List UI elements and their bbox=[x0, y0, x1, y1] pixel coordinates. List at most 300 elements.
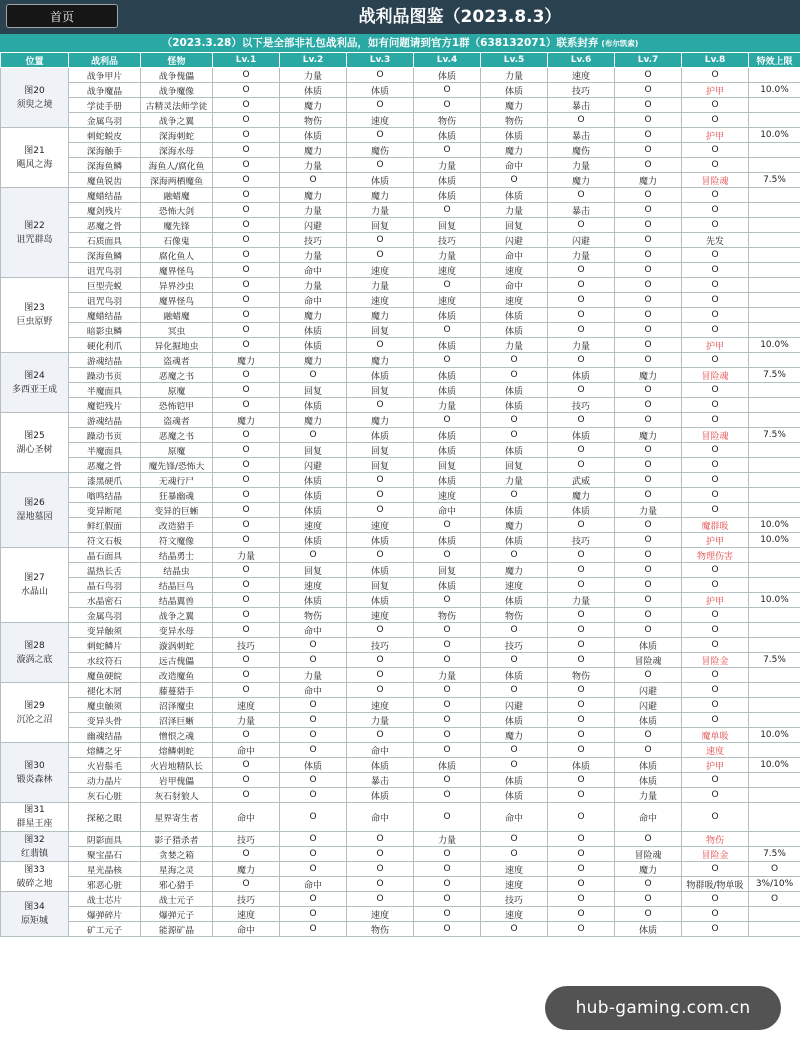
loot-name-cell: 游魂结晶 bbox=[69, 413, 141, 428]
stat-cell: 体质 bbox=[280, 83, 347, 98]
stat-cell: O bbox=[414, 683, 481, 698]
stat-cell: O bbox=[280, 907, 347, 922]
monster-name-cell: 盗魂者 bbox=[141, 413, 213, 428]
loot-name-cell: 爆弹碎片 bbox=[69, 907, 141, 922]
table-row bbox=[1, 533, 800, 548]
stat-cell: O bbox=[548, 847, 615, 862]
loot-name-cell: 恶魔之骨 bbox=[69, 218, 141, 233]
stat-cell: O bbox=[548, 443, 615, 458]
stat-cell: 体质 bbox=[481, 443, 548, 458]
stat-cell: O bbox=[213, 143, 280, 158]
effect-cap-cell bbox=[749, 563, 800, 578]
effect-cap-cell bbox=[749, 668, 800, 683]
stat-cell: 速度 bbox=[213, 907, 280, 922]
monster-name-cell: 魔先锋 bbox=[141, 218, 213, 233]
stat-cell: O bbox=[682, 68, 749, 83]
stat-cell: O bbox=[213, 788, 280, 803]
stat-cell: O bbox=[213, 773, 280, 788]
stat-cell: O bbox=[682, 638, 749, 653]
stat-cell: 命中 bbox=[414, 503, 481, 518]
loot-name-cell: 褪化木屑 bbox=[69, 683, 141, 698]
stat-cell: 闪避 bbox=[481, 698, 548, 713]
stat-cell: 物伤 bbox=[414, 608, 481, 623]
stat-cell: O bbox=[414, 203, 481, 218]
stat-cell: 体质 bbox=[280, 593, 347, 608]
effect-cap-cell bbox=[749, 143, 800, 158]
stat-cell: O bbox=[280, 803, 347, 832]
monster-name-cell: 冥虫 bbox=[141, 323, 213, 338]
table-row bbox=[1, 578, 800, 593]
stat-cell: O bbox=[280, 728, 347, 743]
stat-cell: 魔力 bbox=[213, 862, 280, 877]
stat-cell: O bbox=[414, 862, 481, 877]
monster-name-cell: 石像鬼 bbox=[141, 233, 213, 248]
stat-cell: O bbox=[280, 653, 347, 668]
stat-cell: 回复 bbox=[347, 443, 414, 458]
loot-name-cell: 邪恶心脏 bbox=[69, 877, 141, 892]
monster-name-cell: 战争魔像 bbox=[141, 83, 213, 98]
effect-cap-cell: O bbox=[749, 862, 800, 877]
stat-cell: O bbox=[615, 248, 682, 263]
stat-cell: O bbox=[548, 788, 615, 803]
stat-cell: O bbox=[615, 113, 682, 128]
stat-cell: O bbox=[615, 398, 682, 413]
effect-cap-cell bbox=[749, 68, 800, 83]
stat-cell: O bbox=[481, 922, 548, 937]
stat-cell: 回复 bbox=[414, 218, 481, 233]
stat-cell: O bbox=[213, 608, 280, 623]
stat-cell: 回复 bbox=[414, 458, 481, 473]
stat-cell: O bbox=[213, 563, 280, 578]
stat-cell: 体质 bbox=[481, 383, 548, 398]
stat-cell: 力量 bbox=[481, 338, 548, 353]
location-cell: 图22 诅咒群岛 bbox=[1, 188, 69, 278]
stat-cell: O bbox=[481, 758, 548, 773]
table-row bbox=[1, 248, 800, 263]
stat-cell: O bbox=[280, 173, 347, 188]
loot-name-cell: 晶石鸟羽 bbox=[69, 578, 141, 593]
stat-cell: 速度 bbox=[347, 907, 414, 922]
effect-cap-cell bbox=[749, 922, 800, 937]
stat-cell: O bbox=[682, 113, 749, 128]
stat-cell: O bbox=[682, 248, 749, 263]
stat-cell: O bbox=[213, 623, 280, 638]
loot-name-cell: 诅咒鸟羽 bbox=[69, 263, 141, 278]
monster-name-cell: 藤蔓猎手 bbox=[141, 683, 213, 698]
stat-cell: O bbox=[548, 922, 615, 937]
stat-cell: 力量 bbox=[548, 158, 615, 173]
stat-cell: O bbox=[347, 683, 414, 698]
stat-cell: 力量 bbox=[548, 593, 615, 608]
effect-cap-cell: 7.5% bbox=[749, 368, 800, 383]
stat-cell: 体质 bbox=[548, 758, 615, 773]
stat-cell: O bbox=[548, 832, 615, 847]
loot-name-cell: 暗影虫鳞 bbox=[69, 323, 141, 338]
stat-cell: 体质 bbox=[414, 428, 481, 443]
stat-cell: 物伤 bbox=[280, 608, 347, 623]
stat-cell: O bbox=[347, 892, 414, 907]
stat-cell: 命中 bbox=[213, 922, 280, 937]
table-row bbox=[1, 398, 800, 413]
stat-cell: 魔伤 bbox=[347, 143, 414, 158]
location-cell: 图20 须臾之境 bbox=[1, 68, 69, 128]
monster-name-cell: 贪婪之箱 bbox=[141, 847, 213, 862]
monster-name-cell: 远古傀儡 bbox=[141, 653, 213, 668]
stat-cell: O bbox=[347, 653, 414, 668]
table-row bbox=[1, 113, 800, 128]
stat-cell: O bbox=[347, 668, 414, 683]
table-row bbox=[1, 683, 800, 698]
stat-cell: O bbox=[347, 488, 414, 503]
stat-cell: O bbox=[682, 398, 749, 413]
stat-cell: 魔力 bbox=[347, 413, 414, 428]
stat-cell: 闪避 bbox=[548, 233, 615, 248]
stat-cell: O bbox=[213, 518, 280, 533]
effect-cap-cell bbox=[749, 233, 800, 248]
stat-cell: 体质 bbox=[280, 488, 347, 503]
stat-cell: 冒险金 bbox=[682, 653, 749, 668]
loot-name-cell: 幽魂结晶 bbox=[69, 728, 141, 743]
stat-cell: O bbox=[213, 758, 280, 773]
loot-name-cell: 诅咒鸟羽 bbox=[69, 293, 141, 308]
monster-name-cell: 变异的巨蜥 bbox=[141, 503, 213, 518]
stat-cell: 体质 bbox=[414, 338, 481, 353]
loot-name-cell: 半魔面具 bbox=[69, 443, 141, 458]
stat-cell: 物理伤害 bbox=[682, 548, 749, 563]
stat-cell: O bbox=[213, 847, 280, 862]
effect-cap-cell bbox=[749, 473, 800, 488]
stat-cell: O bbox=[548, 188, 615, 203]
stat-cell: O bbox=[615, 488, 682, 503]
loot-name-cell: 温热长舌 bbox=[69, 563, 141, 578]
loot-name-cell: 魔蜡结晶 bbox=[69, 188, 141, 203]
stat-cell: O bbox=[414, 638, 481, 653]
loot-name-cell: 晶石面具 bbox=[69, 548, 141, 563]
stat-cell: O bbox=[615, 188, 682, 203]
stat-cell: 物伤 bbox=[414, 113, 481, 128]
stat-cell: O bbox=[548, 113, 615, 128]
stat-cell: 体质 bbox=[414, 383, 481, 398]
stat-cell: O bbox=[213, 668, 280, 683]
monster-name-cell: 原魔 bbox=[141, 443, 213, 458]
stat-cell: O bbox=[615, 353, 682, 368]
home-button[interactable]: 首页 bbox=[6, 4, 118, 28]
stat-cell: O bbox=[481, 548, 548, 563]
stat-cell: O bbox=[213, 338, 280, 353]
monster-name-cell: 融蜡魔 bbox=[141, 308, 213, 323]
table-row bbox=[1, 638, 800, 653]
stat-cell: O bbox=[548, 728, 615, 743]
stat-cell: O bbox=[615, 83, 682, 98]
stat-cell: O bbox=[213, 653, 280, 668]
stat-cell: 体质 bbox=[481, 503, 548, 518]
loot-name-cell: 躁动书页 bbox=[69, 368, 141, 383]
stat-cell: 暴击 bbox=[548, 128, 615, 143]
stat-cell: O bbox=[347, 68, 414, 83]
stat-cell: 回复 bbox=[280, 383, 347, 398]
table-row bbox=[1, 98, 800, 113]
loot-name-cell: 阴影面具 bbox=[69, 832, 141, 847]
stat-cell: O bbox=[682, 278, 749, 293]
stat-cell: 体质 bbox=[347, 173, 414, 188]
monster-name-cell: 结晶虫 bbox=[141, 563, 213, 578]
stat-cell: 体质 bbox=[414, 473, 481, 488]
monster-name-cell: 爆弹元子 bbox=[141, 907, 213, 922]
stat-cell: O bbox=[213, 83, 280, 98]
stat-cell: O bbox=[414, 548, 481, 563]
monster-name-cell: 邪心猎手 bbox=[141, 877, 213, 892]
stat-cell: 魔力 bbox=[280, 308, 347, 323]
monster-name-cell: 改造魔鱼 bbox=[141, 668, 213, 683]
stat-cell: O bbox=[615, 413, 682, 428]
table-row bbox=[1, 503, 800, 518]
table-row bbox=[1, 668, 800, 683]
column-header: Lv.8 bbox=[682, 53, 749, 68]
stat-cell: O bbox=[682, 383, 749, 398]
effect-cap-cell: 7.5% bbox=[749, 428, 800, 443]
location-cell: 图26 湿地墓园 bbox=[1, 473, 69, 548]
stat-cell: O bbox=[213, 383, 280, 398]
loot-name-cell: 探秘之眼 bbox=[69, 803, 141, 832]
stat-cell: O bbox=[548, 638, 615, 653]
stat-cell: O bbox=[213, 533, 280, 548]
stat-cell: O bbox=[548, 698, 615, 713]
monster-name-cell: 沼泽巨蜥 bbox=[141, 713, 213, 728]
effect-cap-cell bbox=[749, 188, 800, 203]
stat-cell: 武威 bbox=[548, 473, 615, 488]
loot-name-cell: 魔蜡结晶 bbox=[69, 308, 141, 323]
stat-cell: O bbox=[615, 218, 682, 233]
stat-cell: 物伤 bbox=[280, 113, 347, 128]
stat-cell: 技巧 bbox=[213, 638, 280, 653]
effect-cap-cell bbox=[749, 413, 800, 428]
stat-cell: O bbox=[481, 173, 548, 188]
table-row bbox=[1, 832, 800, 847]
stat-cell: O bbox=[414, 413, 481, 428]
stat-cell: O bbox=[481, 847, 548, 862]
stat-cell: 体质 bbox=[347, 788, 414, 803]
stat-cell: 魔力 bbox=[280, 353, 347, 368]
effect-cap-cell bbox=[749, 788, 800, 803]
table-row bbox=[1, 803, 800, 832]
stat-cell: O bbox=[548, 563, 615, 578]
column-header: 怪物 bbox=[141, 53, 213, 68]
table-row bbox=[1, 233, 800, 248]
stat-cell: O bbox=[347, 248, 414, 263]
stat-cell: O bbox=[615, 623, 682, 638]
monster-name-cell: 魔先锋/恐怖大 bbox=[141, 458, 213, 473]
stat-cell: 速度 bbox=[481, 578, 548, 593]
stat-cell: 护甲 bbox=[682, 338, 749, 353]
stat-cell: O bbox=[615, 728, 682, 743]
stat-cell: 速度 bbox=[347, 518, 414, 533]
stat-cell: O bbox=[280, 638, 347, 653]
stat-cell: 力量 bbox=[414, 832, 481, 847]
stat-cell: 体质 bbox=[481, 128, 548, 143]
stat-cell: 护甲 bbox=[682, 83, 749, 98]
stat-cell: 速度 bbox=[481, 263, 548, 278]
stat-cell: 冒险魂 bbox=[682, 428, 749, 443]
stat-cell: O bbox=[347, 877, 414, 892]
stat-cell: O bbox=[548, 278, 615, 293]
stat-cell: O bbox=[682, 353, 749, 368]
monster-name-cell: 异化掘地虫 bbox=[141, 338, 213, 353]
monster-name-cell: 能源矿晶 bbox=[141, 922, 213, 937]
effect-cap-cell bbox=[749, 458, 800, 473]
table-row bbox=[1, 368, 800, 383]
loot-name-cell: 变异触须 bbox=[69, 623, 141, 638]
stat-cell: 体质 bbox=[548, 503, 615, 518]
stat-cell: O bbox=[548, 713, 615, 728]
stat-cell: 闪避 bbox=[615, 683, 682, 698]
stat-cell: 护甲 bbox=[682, 128, 749, 143]
stat-cell: 速度 bbox=[347, 263, 414, 278]
stat-cell: O bbox=[213, 593, 280, 608]
monster-name-cell: 影子猎杀者 bbox=[141, 832, 213, 847]
stat-cell: O bbox=[213, 218, 280, 233]
stat-cell: 技巧 bbox=[280, 233, 347, 248]
table-row bbox=[1, 218, 800, 233]
stat-cell: O bbox=[615, 263, 682, 278]
stat-cell: O bbox=[347, 233, 414, 248]
stat-cell: 力量 bbox=[347, 713, 414, 728]
monster-name-cell: 战争之翼 bbox=[141, 608, 213, 623]
effect-cap-cell: 7.5% bbox=[749, 847, 800, 862]
table-row bbox=[1, 907, 800, 922]
table-row bbox=[1, 428, 800, 443]
stat-cell: 冒险魂 bbox=[615, 847, 682, 862]
stat-cell: 力量 bbox=[615, 788, 682, 803]
effect-cap-cell bbox=[749, 907, 800, 922]
monster-name-cell: 海鱼人/腐化鱼 bbox=[141, 158, 213, 173]
table-row bbox=[1, 518, 800, 533]
stat-cell: O bbox=[213, 308, 280, 323]
stat-cell: 体质 bbox=[615, 713, 682, 728]
stat-cell: O bbox=[347, 473, 414, 488]
loot-name-cell: 鲜红假面 bbox=[69, 518, 141, 533]
stat-cell: 魔力 bbox=[481, 563, 548, 578]
stat-cell: 魔力 bbox=[481, 728, 548, 743]
stat-cell: 技巧 bbox=[481, 892, 548, 907]
stat-cell: 体质 bbox=[615, 758, 682, 773]
stat-cell: 魔力 bbox=[615, 173, 682, 188]
monster-name-cell: 魔界怪鸟 bbox=[141, 263, 213, 278]
stat-cell: 体质 bbox=[414, 443, 481, 458]
stat-cell: O bbox=[548, 293, 615, 308]
stat-cell: O bbox=[548, 413, 615, 428]
stat-cell: 速度 bbox=[548, 68, 615, 83]
stat-cell: O bbox=[280, 368, 347, 383]
table-row bbox=[1, 68, 800, 83]
stat-cell: O bbox=[682, 458, 749, 473]
stat-cell: O bbox=[280, 428, 347, 443]
stat-cell: 命中 bbox=[347, 803, 414, 832]
stat-cell: 力量 bbox=[280, 68, 347, 83]
stat-cell: O bbox=[615, 278, 682, 293]
loot-name-cell: 深海触手 bbox=[69, 143, 141, 158]
location-cell: 图25 湖心圣树 bbox=[1, 413, 69, 473]
location-cell: 图23 巨虫原野 bbox=[1, 278, 69, 353]
loot-name-cell: 魔剑残片 bbox=[69, 203, 141, 218]
monster-name-cell: 恶魔之书 bbox=[141, 368, 213, 383]
monster-name-cell: 战争傀儡 bbox=[141, 68, 213, 83]
loot-name-cell: 星光晶核 bbox=[69, 862, 141, 877]
title-bar bbox=[0, 0, 800, 34]
table-row bbox=[1, 353, 800, 368]
stat-cell: O bbox=[213, 128, 280, 143]
stat-cell: 力量 bbox=[481, 68, 548, 83]
monster-name-cell: 战士元子 bbox=[141, 892, 213, 907]
table-row bbox=[1, 758, 800, 773]
location-cell: 图28 漩涡之底 bbox=[1, 623, 69, 683]
stat-cell: 命中 bbox=[280, 263, 347, 278]
effect-cap-cell: 7.5% bbox=[749, 653, 800, 668]
table-row bbox=[1, 728, 800, 743]
stat-cell: O bbox=[548, 743, 615, 758]
stat-cell: O bbox=[548, 308, 615, 323]
table-row bbox=[1, 323, 800, 338]
stat-cell: 冒险魂 bbox=[615, 653, 682, 668]
stat-cell: O bbox=[615, 458, 682, 473]
effect-cap-cell bbox=[749, 353, 800, 368]
stat-cell: 物伤 bbox=[481, 113, 548, 128]
stat-cell: O bbox=[414, 907, 481, 922]
stat-cell: O bbox=[615, 473, 682, 488]
stat-cell: O bbox=[213, 263, 280, 278]
page-title: 战利品图鉴（2023.8.3） bbox=[358, 7, 562, 27]
table-row bbox=[1, 892, 800, 907]
stat-cell: O bbox=[615, 892, 682, 907]
effect-cap-cell bbox=[749, 98, 800, 113]
stat-cell: O bbox=[213, 188, 280, 203]
table-row bbox=[1, 83, 800, 98]
stat-cell: 体质 bbox=[481, 773, 548, 788]
subtitle-credit: (布尔凯索) bbox=[601, 39, 639, 48]
loot-name-cell: 学徒手册 bbox=[69, 98, 141, 113]
stat-cell: 体质 bbox=[280, 398, 347, 413]
stat-cell: 体质 bbox=[280, 473, 347, 488]
stat-cell: 体质 bbox=[481, 668, 548, 683]
stat-cell: O bbox=[213, 578, 280, 593]
stat-cell: 体质 bbox=[347, 563, 414, 578]
stat-cell: 体质 bbox=[481, 398, 548, 413]
stat-cell: O bbox=[414, 698, 481, 713]
table-row bbox=[1, 922, 800, 937]
stat-cell: O bbox=[548, 458, 615, 473]
loot-name-cell: 战争甲片 bbox=[69, 68, 141, 83]
stat-cell: 体质 bbox=[414, 758, 481, 773]
stat-cell: O bbox=[280, 892, 347, 907]
stat-cell: O bbox=[213, 293, 280, 308]
stat-cell: 命中 bbox=[280, 877, 347, 892]
stat-cell: 力量 bbox=[280, 158, 347, 173]
stat-cell: O bbox=[414, 877, 481, 892]
column-header: Lv.7 bbox=[615, 53, 682, 68]
effect-cap-cell bbox=[749, 278, 800, 293]
stat-cell: O bbox=[213, 683, 280, 698]
table-row bbox=[1, 338, 800, 353]
table-row bbox=[1, 788, 800, 803]
stat-cell: O bbox=[682, 788, 749, 803]
stat-cell: 体质 bbox=[481, 713, 548, 728]
watermark: hub-gaming.com.cn bbox=[545, 986, 781, 1030]
stat-cell: 回复 bbox=[481, 458, 548, 473]
stat-cell: O bbox=[347, 623, 414, 638]
stat-cell: O bbox=[347, 338, 414, 353]
loot-name-cell: 刺蛇蜕皮 bbox=[69, 128, 141, 143]
stat-cell: 力量 bbox=[347, 278, 414, 293]
stat-cell: 回复 bbox=[481, 218, 548, 233]
